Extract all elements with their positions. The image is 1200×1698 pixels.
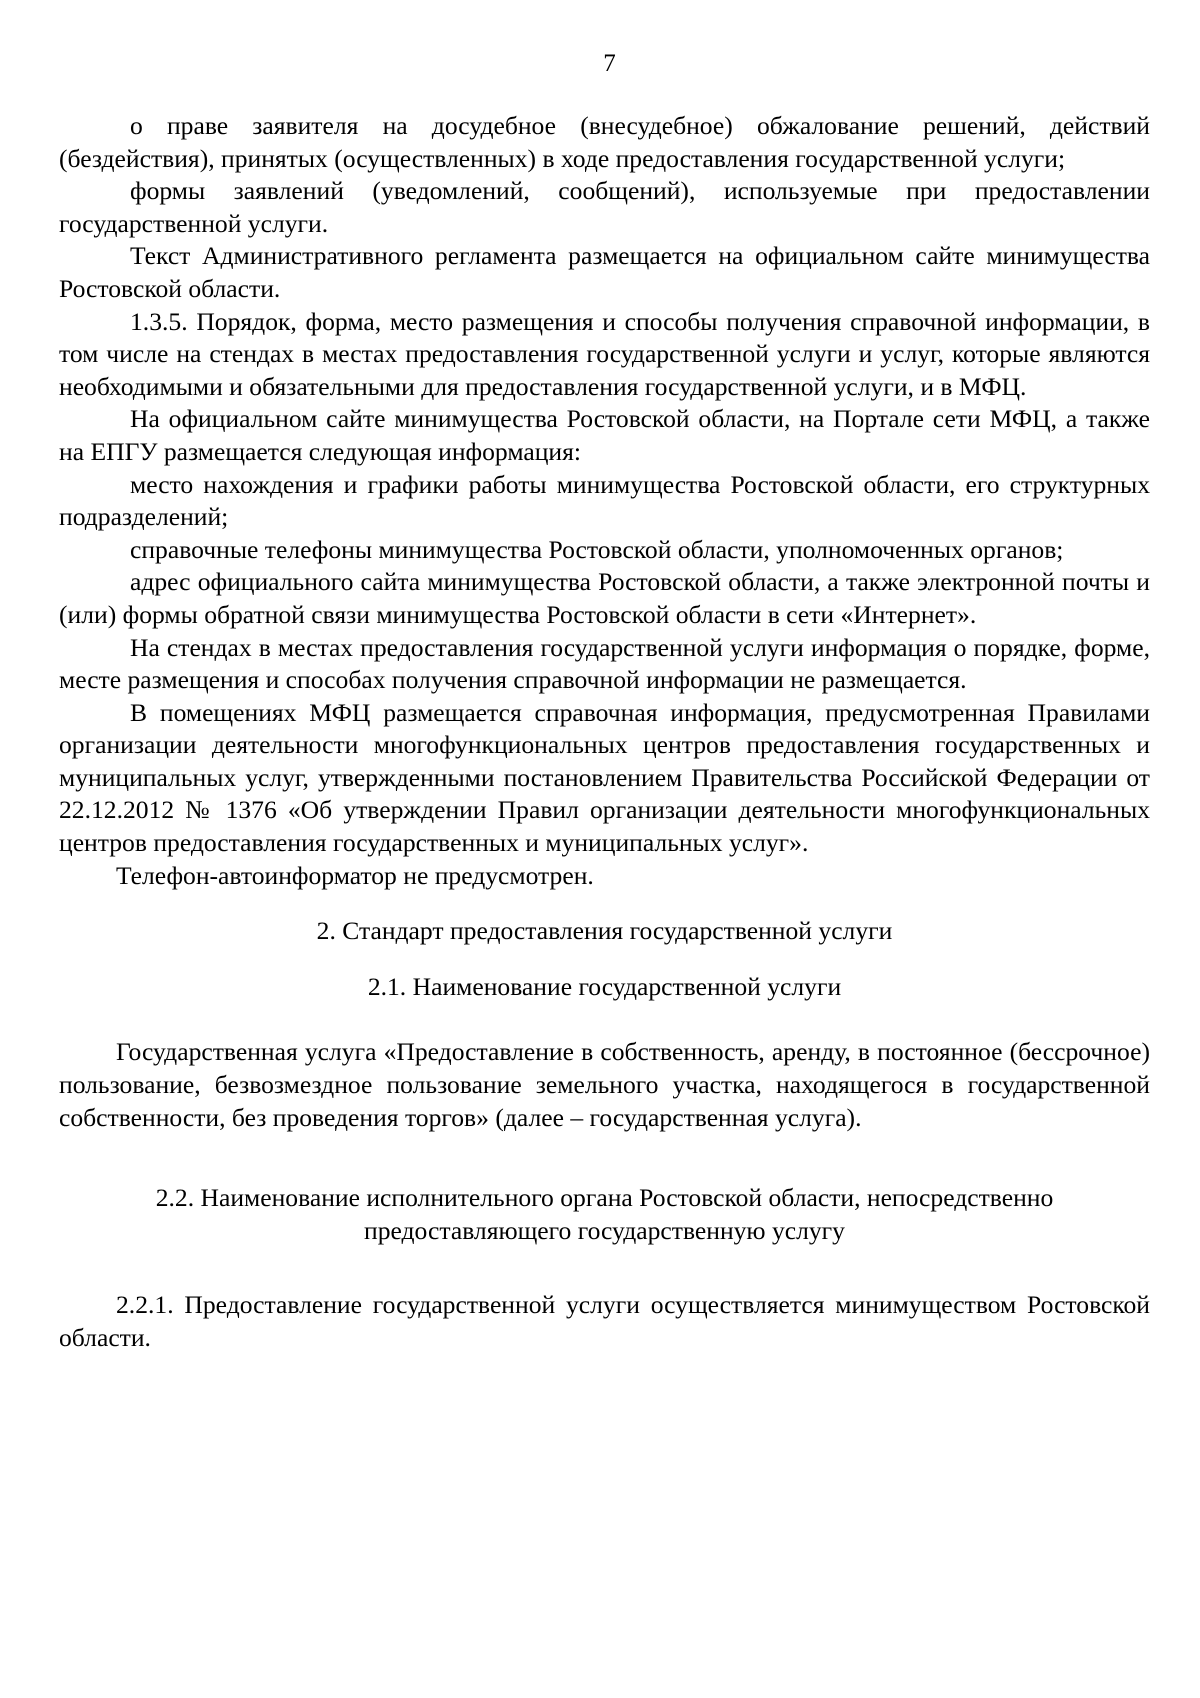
- paragraph-official-site-info: На официальном сайте минимущества Ростовской области, на Портале сети МФЦ, а также на ЕПГУ размещается следующая информация:: [59, 404, 1150, 466]
- paragraph-reference-phones: справочные телефоны минимущества Ростовской области, уполномоченных органов;: [130, 534, 1064, 564]
- section-2-heading: 2. Стандарт предоставления государственной услуги: [316, 916, 893, 946]
- paragraph-mfc-premises: В помещениях МФЦ размещается справочная информация, предусмотренная Правилами организации деятельности многофункциональных центров предоставления государственных и муниципальных услуг, утвержденными постановлением Правительства Российской Федерации от 22.12.2012 № 1376 «Об утверждении Правил организации деятельности многофункциональных центров предоставления государственных и муниципальных услуг».: [59, 697, 1150, 858]
- paragraph-autoinformer: Телефон-автоинформатор не предусмотрен.: [116, 860, 594, 890]
- section-2-2-heading-line2: предоставляющего государственную услугу: [364, 1215, 845, 1245]
- paragraph-stands: На стендах в местах предоставления государственной услуги информация о порядке, форме, месте размещения и способах получения справочной информации не размещается.: [59, 632, 1150, 695]
- paragraph-application-forms: формы заявлений (уведомлений, сообщений), используемые при предоставлении государственной услуги.: [59, 176, 1150, 238]
- document-page: [59, 48, 1150, 1355]
- paragraph-1-3-5: 1.3.5. Порядок, форма, место размещения и способы получения справочной информации, в том числе на стендах в местах предоставления государственной услуги и услуг, которые являются необходимыми и обязательными для предоставления государственной услуги, и в МФЦ.: [59, 306, 1150, 401]
- paragraph-appeal-rights: о праве заявителя на досудебное (внесудебное) обжалование решений, действий (бездействия), принятых (осуществленных) в ходе предоставления государственной услуги;: [59, 111, 1150, 173]
- section-2-1-text: Государственная услуга «Предоставление в собственность, аренду, в постоянное (бессрочное) пользование, безвозмездное пользование земельного участка, находящегося в государственной собственности, без проведения торгов» (далее – государственная услуга).: [59, 1037, 1150, 1132]
- section-2-1-heading: 2.1. Наименование государственной услуги: [367, 971, 842, 1001]
- paragraph-location-schedule: место нахождения и графики работы минимущества Ростовской области, его структурных подразделений;: [59, 469, 1150, 532]
- section-2-2-heading-line1: 2.2. Наименование исполнительного органа Ростовской области, непосредственно: [155, 1183, 1054, 1213]
- page-number: 7: [603, 50, 616, 77]
- section-2-2-1-text: 2.2.1. Предоставление государственной услуги осуществляется минимуществом Ростовской области.: [59, 1290, 1150, 1352]
- paragraph-regulation-text: Текст Административного регламента размещается на официальном сайте минимущества Ростовской области.: [59, 241, 1150, 303]
- paragraph-site-address: адрес официального сайта минимущества Ростовской области, а также электронной почты и (или) формы обратной связи минимущества Ростовской области в сети «Интернет».: [59, 567, 1150, 629]
